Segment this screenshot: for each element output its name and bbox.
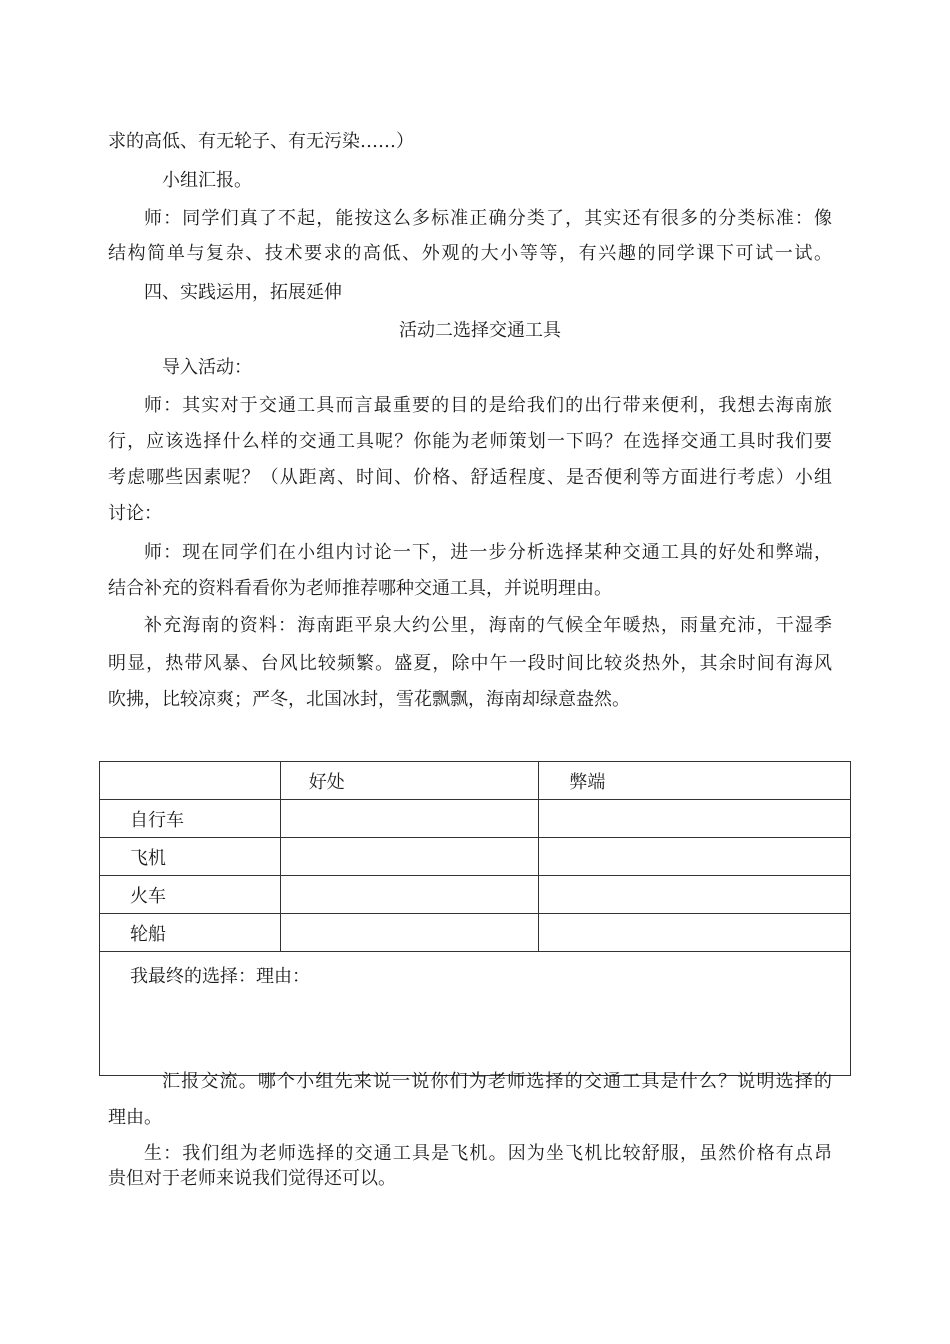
table-cell (280, 838, 539, 876)
final-choice-row (100, 952, 851, 1076)
table-cell (539, 838, 851, 876)
paragraph-line: 考虑哪些因素呢？（从距离、时间、价格、舒适程度、是否便利等方面进行考虑）小组 (108, 467, 832, 488)
paragraph-line: 结构简单与复杂、技术要求的高低、外观的大小等等，有兴趣的同学课下可试一试。 (108, 243, 832, 264)
paragraph-line: 师：同学们真了不起，能按这么多标准正确分类了，其实还有很多的分类标准：像 (144, 208, 832, 229)
paragraph-line: 师：其实对于交通工具而言最重要的目的是给我们的出行带来便利，我想去海南旅 (144, 395, 832, 416)
table-cell (280, 914, 539, 952)
row-label: 火车 (100, 876, 281, 914)
row-label: 飞机 (100, 838, 281, 876)
paragraph-line: 导入活动： (162, 357, 252, 378)
table-header-cell: 弊端 (539, 762, 851, 800)
table-cell (539, 800, 851, 838)
table-row (100, 914, 851, 952)
paragraph-line: 明显，热带风暴、台风比较频繁。盛夏，除中午一段时间比较炎热外，其余时间有海风 (108, 653, 832, 674)
paragraph-line: 结合补充的资料看看你为老师推荐哪种交通工具，并说明理由。 (108, 578, 612, 599)
paragraph-line: 吹拂，比较凉爽；严冬，北国冰封，雪花飘飘，海南却绿意盎然。 (108, 689, 630, 710)
row-label: 自行车 (100, 800, 281, 838)
paragraph-line: 求的高低、有无轮子、有无污染……） (108, 131, 414, 152)
table-cell (539, 876, 851, 914)
table-cell (280, 876, 539, 914)
comparison-table (99, 761, 851, 1076)
table-cell (280, 800, 539, 838)
paragraph-line: 行，应该选择什么样的交通工具呢？你能为老师策划一下吗？在选择交通工具时我们要 (108, 431, 832, 452)
paragraph-line: 讨论： (108, 503, 162, 524)
final-choice-cell: 我最终的选择：理由： (100, 952, 851, 1076)
table-cell (539, 914, 851, 952)
paragraph-line: 师：现在同学们在小组内讨论一下，进一步分析选择某种交通工具的好处和弊端， (144, 542, 832, 563)
table-header-cell: 好处 (280, 762, 539, 800)
table-header-row (100, 762, 851, 800)
paragraph-line: 补充海南的资料：海南距平泉大约公里，海南的气候全年暖热，雨量充沛，干湿季 (144, 615, 832, 636)
table-row (100, 800, 851, 838)
paragraph-line: 小组汇报。 (162, 170, 252, 191)
table-row (100, 838, 851, 876)
paragraph-line: 理由。 (108, 1107, 162, 1128)
activity-title: 活动二选择交通工具 (399, 320, 561, 341)
table-row (100, 876, 851, 914)
paragraph-line: 贵但对于老师来说我们觉得还可以。 (108, 1168, 396, 1189)
row-label: 轮船 (100, 914, 281, 952)
table-header-cell (100, 762, 281, 800)
paragraph-line: 汇报交流。哪个小组先来说一说你们为老师选择的交通工具是什么？说明选择的 (162, 1071, 832, 1092)
section-heading: 四、实践运用，拓展延伸 (144, 282, 342, 303)
paragraph-line: 生：我们组为老师选择的交通工具是飞机。因为坐飞机比较舒服，虽然价格有点昂 (144, 1143, 832, 1164)
